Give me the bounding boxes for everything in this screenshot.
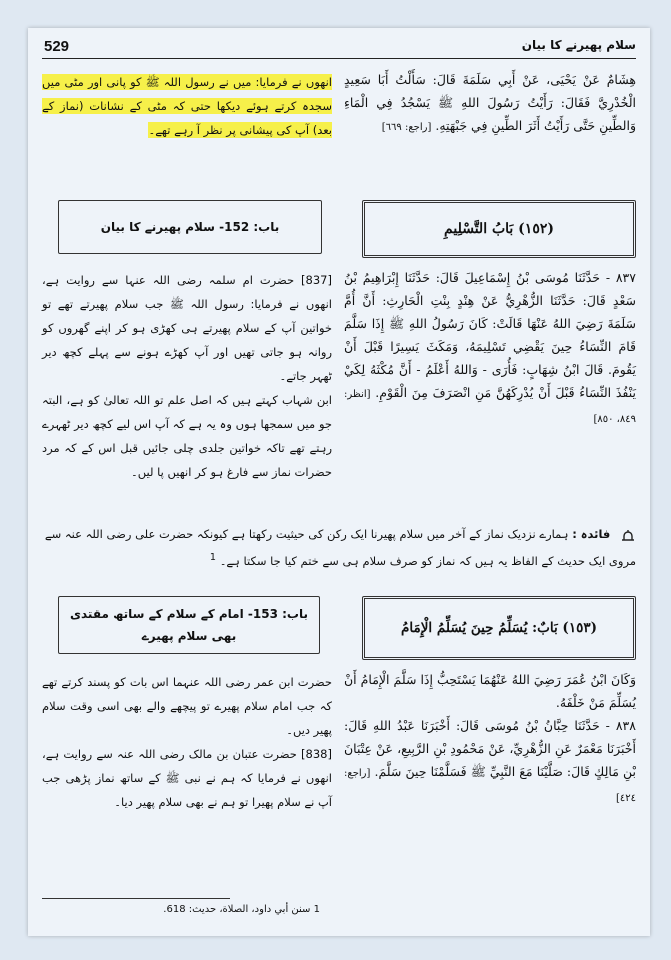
page-number: 529 (44, 38, 70, 55)
hadith-837-urdu-para-1: [837] حضرت ام سلمہ رضی اللہ عنہا سے روایت ہے، انھوں نے فرمایا: رسول اللہ ﷺ جب سلام پھیرتے تھے تو خواتین آپ کے سلام پھیرتے ہی کھڑی ہو کر اپنے گھروں کو روانہ ہو جاتی تھیں اور آپ کھڑے ہونے سے پہلے کچھ دیر ٹھہر جاتے۔ (42, 273, 332, 383)
highlighted-translation: انھوں نے فرمایا: میں نے رسول اللہ ﷺ کو پانی اور مٹی میں سجدہ کرتے ہوئے دیکھا حتی کہ مٹی کے نشانات (نماز کے بعد) آپ کی پیشانی پر نظر آ رہے تھے۔ (42, 75, 332, 137)
chapter-153-urdu-heading: باب: 153- امام کے سلام کے ساتھ مقتدی بھی سلام پھیرے (58, 596, 320, 654)
chapter-153-urdu (42, 670, 332, 814)
top-arabic: هِشَامٌ عَنْ يَحْيَى، عَنْ أَبِي سَلَمَةَ قَالَ: سَأَلْتُ أَبَا سَعِيدٍ الْخُدْرِيَّ فَقَالَ: رَأَيْتُ رَسُولَ اللهِ ﷺ يَسْجُدُ فِي الْمَاءِ وَالطِّينِ حَتَّى رَأَيْتُ أَثَرَ الطِّينِ فِي جَبْهَتِهِ. (344, 72, 636, 133)
hadith-837-urdu-para-2: ابن شہاب کہتے ہیں کہ اصل علم تو اللہ تعالیٰ کو ہے، البتہ جو میں سمجھا ہوں وہ یہ ہے کہ آپ اس لیے کچھ دیر ٹھہرے رہتے تھے تاکہ خواتین جلدی چلی جائیں قبل اس کے کہ مرد حضرات نماز سے فارغ ہو کر انھیں پا لیں۔ (42, 393, 332, 479)
ibn-umar-report-urdu: حضرت ابن عمر رضی اللہ عنہما اس بات کو پسند کرتے تھے کہ جب امام سلام پھیرے تو پیچھے والے بھی اسی وقت سلام پھیر دیں۔ (42, 675, 332, 737)
footnote: 1 سنن أبي داود، الصلاة، حديث: 618. (163, 904, 320, 915)
mosque-icon (620, 529, 636, 541)
note-label: فائدہ : (572, 527, 611, 541)
hadith-837-arabic (344, 266, 636, 431)
chapter-153-arabic-heading: (١٥٣) بَابٌ: يُسَلِّمُ حِينَ يُسَلِّمُ الْإِمَامُ (362, 596, 636, 660)
hadith-838-urdu: [838] حضرت عتبان بن مالک رضی اللہ عنہ سے روایت ہے، انھوں نے فرمایا کہ ہم نے نبی ﷺ کے ساتھ نماز پڑھی جب آپ نے سلام پھیرا تو ہم نے بھی سلام پھیر دیا۔ (42, 747, 332, 809)
book-page (28, 28, 650, 936)
hadith-837-urdu (42, 268, 332, 484)
hadith-838-arabic: ٨٣٨ - حَدَّثَنَا حِبَّانُ بْنُ مُوسَى قَالَ: أَخْبَرَنَا عَبْدُ اللهِ قَالَ: أَخْبَرَنَا مَعْمَرٌ عَنِ الزُّهْرِيِّ، عَنْ مَحْمُودِ بْنِ الرَّبِيعِ، عَنْ عِتْبَانَ بْنِ مَالِكٍ قَالَ: صَلَّيْنَا مَعَ النَّبِيِّ ﷺ فَسَلَّمْنَا حِينَ سَلَّمَ. (344, 718, 636, 779)
chapter-152-urdu-heading: باب: 152- سلام پھیرنے کا بیان (58, 200, 322, 254)
hadith-837-ref: [انظر: ٨٤٩، ٨٥٠] (344, 389, 636, 425)
hadith-838-ref: [راجع: ٤٢٤] (344, 768, 636, 804)
header-rule (42, 58, 636, 59)
top-arabic-text (344, 68, 636, 139)
footnote-rule (42, 898, 230, 899)
running-title: سلام پھیرنے کا بیان (521, 38, 636, 52)
footnote-marker: 1 (209, 552, 217, 563)
top-urdu-text (42, 70, 332, 142)
ibn-umar-report-arabic: وَكَانَ ابْنُ عُمَرَ رَضِيَ اللهُ عَنْهُمَا يَسْتَحِبُّ إِذَا سَلَّمَ الْإِمَامُ أَنْ يُسَلِّمَ مَنْ خَلْفَهُ. (344, 672, 636, 710)
note-text: ہمارے نزدیک نماز کے آخر میں سلام پھیرنا ایک رکن کی حیثیت رکھتا ہے کیونکہ حضرت علی رضی اللہ عنہ سے مروی ایک حدیث کے الفاظ یہ ہیں کہ نماز کو صرف سلام ہی سے ختم کیا جا سکتا ہے۔ (44, 527, 636, 568)
top-arabic-ref: [راجع: ٦٦٩] (381, 122, 432, 133)
hadith-837-arabic-text: ٨٣٧ - حَدَّثَنَا مُوسَى بْنُ إِسْمَاعِيلَ قَالَ: حَدَّثَنَا إِبْرَاهِيمُ بْنُ سَعْدٍ قَالَ: حَدَّثَنَا الزُّهْرِيُّ عَنْ هِنْدٍ بِنْتِ الْحَارِثِ: أَنَّ أُمَّ سَلَمَةَ رَضِيَ اللهُ عَنْهَا قَالَتْ: كَانَ رَسُولُ اللهِ ﷺ إِذَا سَلَّمَ قَامَ النِّسَاءُ حِينَ يَقْضِي تَسْلِيمَهُ، وَمَكَثَ يَسِيرًا قَبْلَ أَنْ يَقُومَ. قَالَ ابْنُ شِهَابٍ: فَأُرَى - وَاللهُ أَعْلَمُ - أَنَّ مُكْثَهُ لِكَيْ يَنْفُذَ النِّسَاءُ قَبْلَ أَنْ يُدْرِكَهُنَّ مَنِ انْصَرَفَ مِنَ الْقَوْمِ. (344, 270, 636, 400)
chapter-153-arabic (344, 668, 636, 810)
benefit-note (42, 522, 636, 573)
chapter-152-arabic-heading: (١٥٢) بَابُ التَّسْلِيمِ (362, 200, 636, 258)
